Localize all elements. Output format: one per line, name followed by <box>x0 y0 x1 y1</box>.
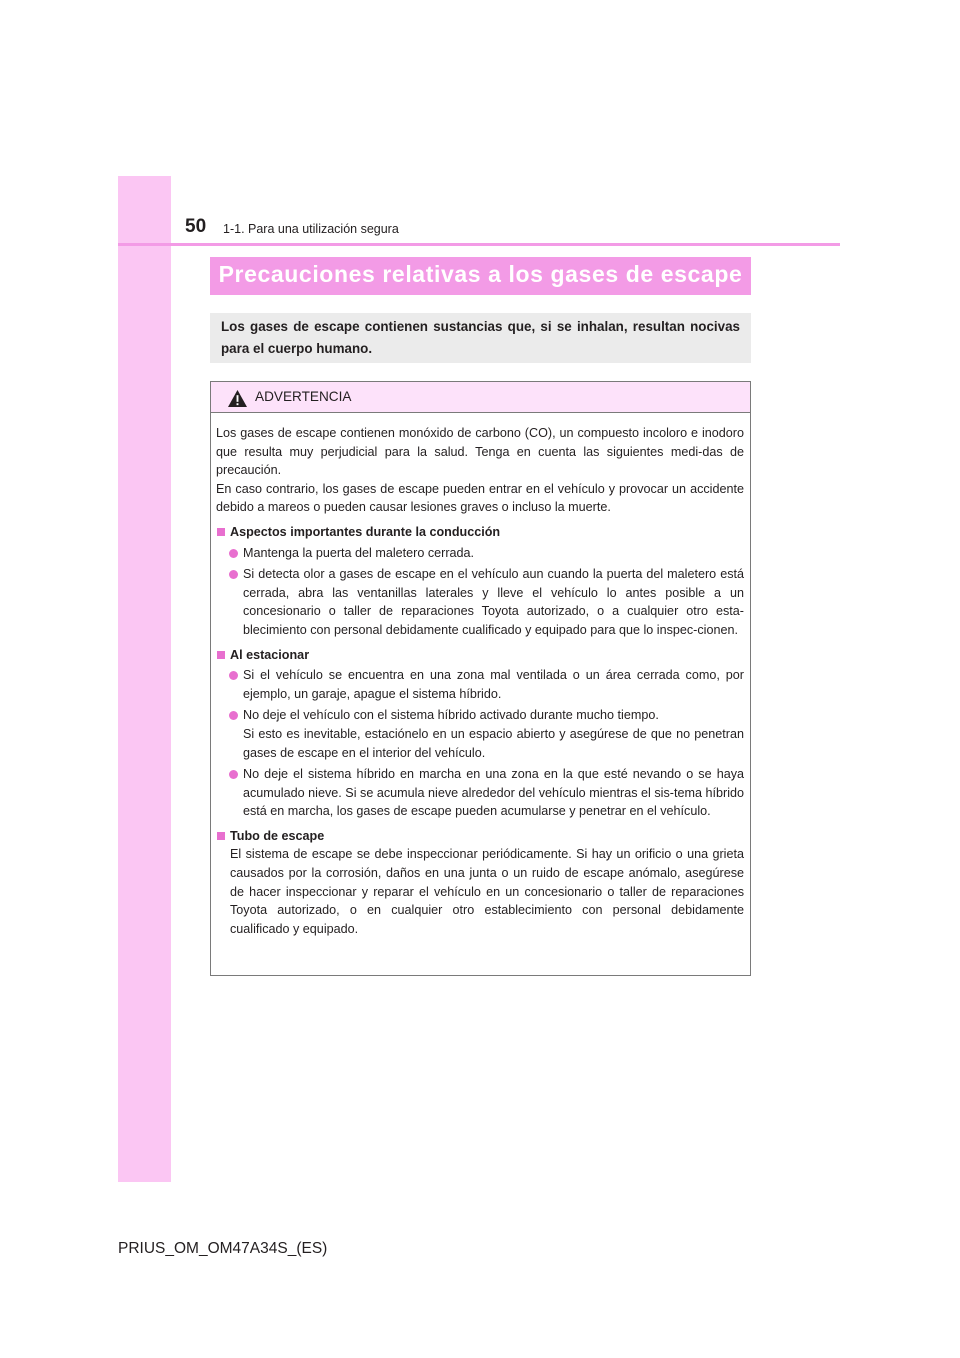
warning-triangle-icon <box>227 389 248 408</box>
list-item: Si el vehículo se encuentra en una zona mal ventilada o un área cerrada como, por ejemplo, un garaje, apague el sistema híbrido. <box>216 666 744 703</box>
list-item: No deje el vehículo con el sistema híbrido activado durante mucho tiempo. Si esto es inevitable, estaciónelo en un espacio abierto y asegúrese de que no penetran gases de escape en el interior del vehículo. <box>216 706 744 762</box>
circle-bullet-icon <box>229 570 238 579</box>
square-bullet-icon <box>217 832 225 840</box>
circle-bullet-icon <box>229 671 238 680</box>
page-number: 50 <box>185 216 207 237</box>
warning-intro-paragraph: En caso contrario, los gases de escape pueden entrar en el vehículo y provocar un accidente debido a mareos o pueden causar lesiones graves o incluso la muerte. <box>216 481 744 515</box>
list-item: Si detecta olor a gases de escape en el vehículo aun cuando la puerta del maletero está cerrada, abra las ventanillas laterales y lleve el vehículo lo antes posible a un concesionario o taller de reparaciones Toyota autorizado, o a cualquier otro esta-blecimiento con personal debidamente cualificado y equipado para que lo inspec-cionen. <box>216 565 744 639</box>
list-item: No deje el sistema híbrido en marcha en una zona en la que esté nevando o se haya acumulado nieve. Si se acumula nieve alrededor del vehículo mientras el sis-tema híbrido está en marcha, los gases de escape pueden acumularse y penetrar en el vehículo. <box>216 765 744 821</box>
warning-header <box>211 382 750 413</box>
circle-bullet-icon <box>229 770 238 779</box>
circle-bullet-icon <box>229 549 238 558</box>
section-title-bar <box>210 257 751 295</box>
running-head: 1-1. Para una utilización segura <box>223 222 399 236</box>
warning-label: ADVERTENCIA <box>255 389 352 404</box>
circle-bullet-icon <box>229 711 238 720</box>
section-heading: Aspectos importantes durante la conducción <box>216 523 744 542</box>
square-bullet-icon <box>217 651 225 659</box>
section-body: El sistema de escape se debe inspeccionar periódicamente. Si hay un orificio o una grieta causados por la corrosión, daños en una junta o un ruido de escape anómalo, asegúrese de hacer inspeccionar y reparar el vehículo en un concesionario o taller de reparaciones Toyota autorizado, o en cualquier otro establecimiento con personal debidamente cualificado y equipado. <box>230 847 744 936</box>
document-code-footer: PRIUS_OM_OM47A34S_(ES) <box>118 1240 328 1257</box>
square-bullet-icon <box>217 528 225 536</box>
header-rule <box>118 243 840 246</box>
list-item: Mantenga la puerta del maletero cerrada. <box>216 544 744 563</box>
section-heading: Tubo de escape <box>216 827 744 846</box>
section-heading: Al estacionar <box>216 646 744 665</box>
intro-box <box>210 313 751 363</box>
warning-box <box>210 381 751 976</box>
intro-text: Los gases de escape contienen sustancias que, si se inhalan, resultan nocivas para el cuerpo humano. <box>221 319 740 356</box>
side-tab-band <box>118 176 171 1182</box>
warning-body <box>216 424 744 938</box>
warning-intro-paragraph: Los gases de escape contienen monóxido de carbono (CO), un compuesto incoloro e inodoro que resulta muy perjudicial para la salud. Tenga en cuenta las siguientes medi-das de precaución. <box>216 426 744 478</box>
section-title: Precauciones relativas a los gases de escape <box>218 261 743 287</box>
